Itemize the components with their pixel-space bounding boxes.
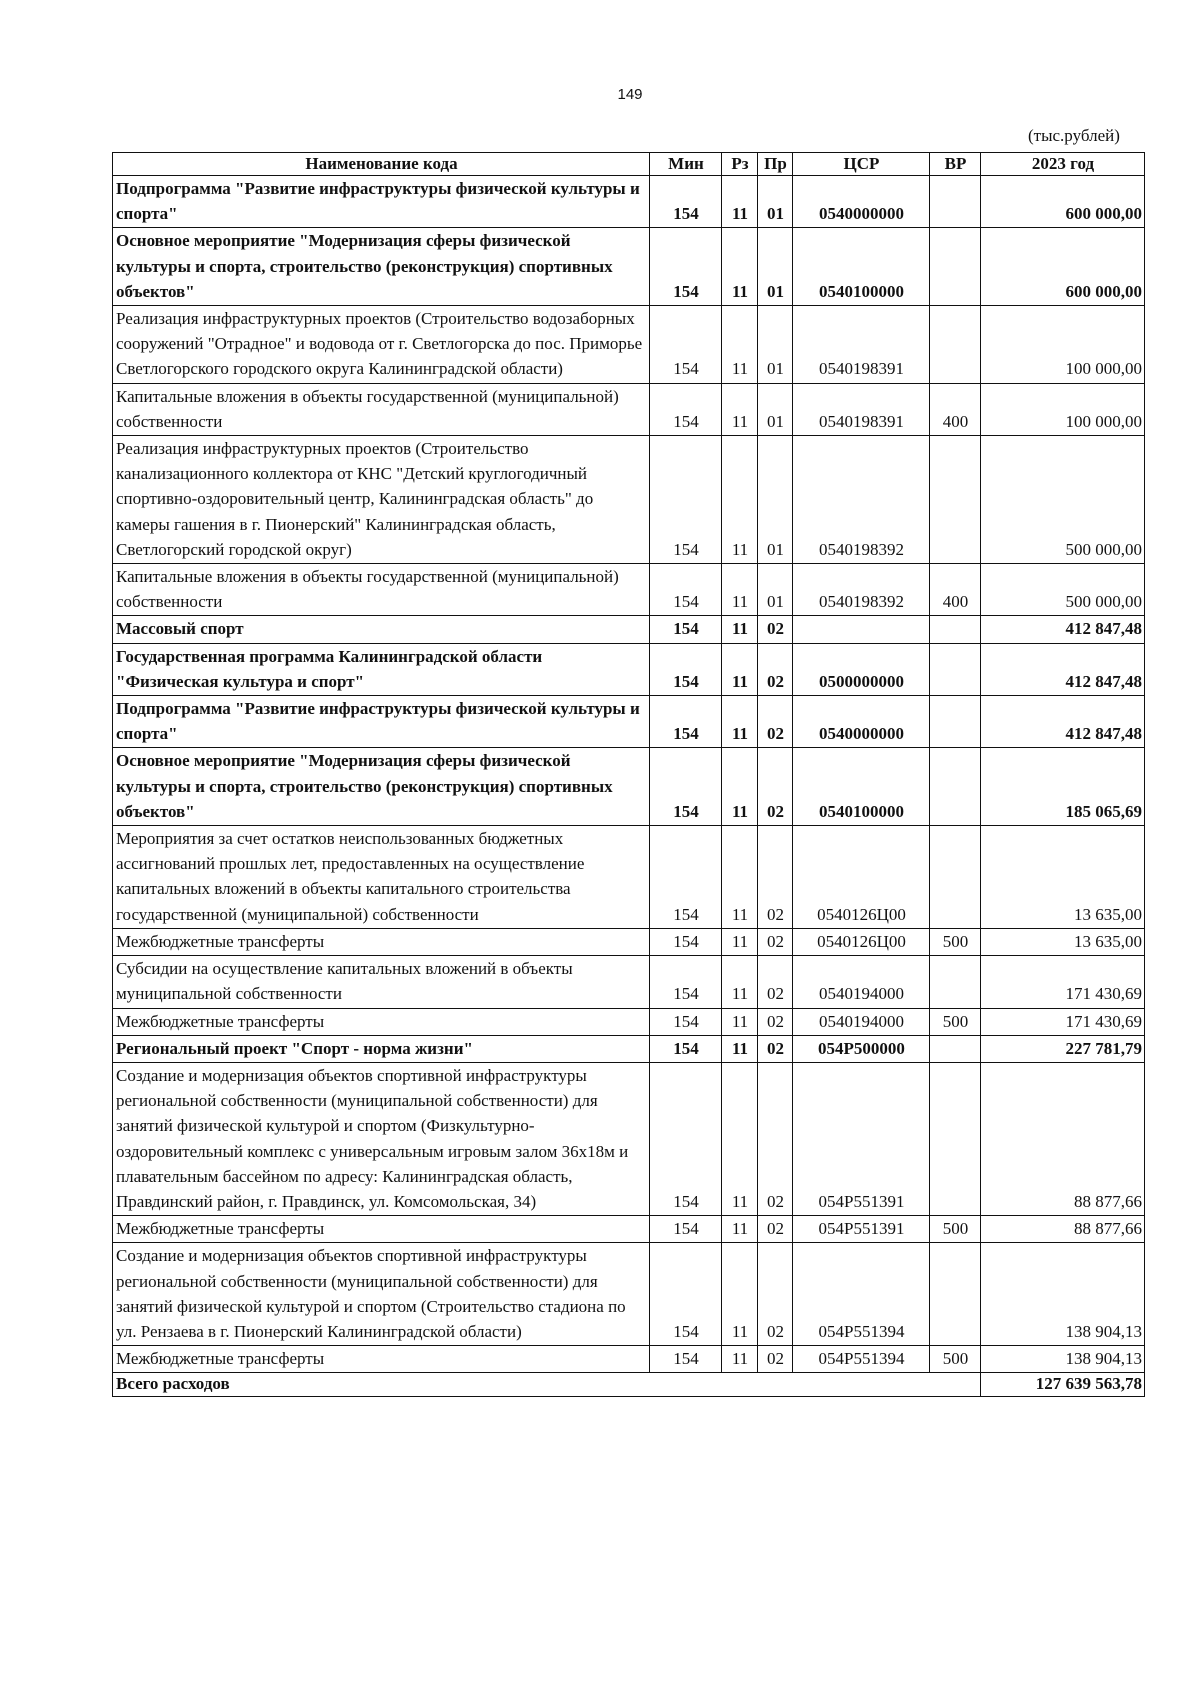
table-row: [113, 1008, 1145, 1035]
cell-name: Капитальные вложения в объекты государственной (муниципальной) собственности: [113, 383, 650, 435]
cell-name: Подпрограмма "Развитие инфраструктуры физической культуры и спорта": [113, 696, 650, 748]
page-number: 149: [617, 86, 643, 103]
cell-rz: 11: [722, 1035, 758, 1062]
cell-csr: 0540198391: [793, 383, 930, 435]
cell-rz: 11: [722, 1216, 758, 1243]
cell-name: Капитальные вложения в объекты государственной (муниципальной) собственности: [113, 564, 650, 616]
table-row: [113, 564, 1145, 616]
cell-rz: 11: [722, 748, 758, 826]
cell-csr: 0500000000: [793, 643, 930, 695]
cell-rz: 11: [722, 436, 758, 564]
cell-rz: 11: [722, 176, 758, 228]
cell-vr: 400: [930, 383, 981, 435]
col-header-rz: Рз: [722, 153, 758, 176]
cell-sum: 100 000,00: [981, 383, 1145, 435]
cell-sum: 88 877,66: [981, 1062, 1145, 1215]
cell-vr: [930, 228, 981, 306]
cell-vr: [930, 1243, 981, 1346]
cell-sum: 500 000,00: [981, 564, 1145, 616]
cell-rz: 11: [722, 956, 758, 1008]
table-row: [113, 436, 1145, 564]
cell-csr: 054P551394: [793, 1243, 930, 1346]
cell-min: 154: [650, 928, 722, 955]
cell-pr: 02: [758, 928, 793, 955]
cell-min: 154: [650, 1008, 722, 1035]
units-label: (тыс.рублей): [1028, 126, 1120, 145]
cell-min: 154: [650, 436, 722, 564]
cell-pr: 02: [758, 1346, 793, 1373]
cell-min: 154: [650, 956, 722, 1008]
total-row: [113, 1373, 1145, 1397]
table-row: [113, 306, 1145, 384]
total-label: Всего расходов: [113, 1373, 981, 1397]
cell-csr: 0540194000: [793, 1008, 930, 1035]
cell-rz: 11: [722, 228, 758, 306]
cell-sum: 138 904,13: [981, 1243, 1145, 1346]
cell-csr: 0540126Ц00: [793, 826, 930, 929]
cell-min: 154: [650, 1035, 722, 1062]
cell-csr: 0540100000: [793, 228, 930, 306]
cell-min: 154: [650, 383, 722, 435]
cell-name: Массовый спорт: [113, 616, 650, 643]
table-row: [113, 748, 1145, 826]
cell-min: 154: [650, 643, 722, 695]
cell-name: Межбюджетные трансферты: [113, 928, 650, 955]
cell-min: 154: [650, 1216, 722, 1243]
cell-name: Субсидии на осуществление капитальных вложений в объекты муниципальной собственности: [113, 956, 650, 1008]
cell-pr: 01: [758, 176, 793, 228]
cell-min: 154: [650, 826, 722, 929]
cell-vr: [930, 643, 981, 695]
cell-csr: 0540000000: [793, 176, 930, 228]
table-row: [113, 616, 1145, 643]
col-header-year: 2023 год: [981, 153, 1145, 176]
cell-csr: 054P500000: [793, 1035, 930, 1062]
cell-sum: 100 000,00: [981, 306, 1145, 384]
cell-vr: 500: [930, 1008, 981, 1035]
table-row: [113, 928, 1145, 955]
cell-name: Создание и модернизация объектов спортивной инфраструктуры региональной собственности (муниципальной собственности) для занятий физической культурой и спортом (Физкультурно-оздоровительный комплекс с универсальным игровым залом 36х18м и плавательным бассейном по адресу: Калининградская область, Правдинский район, г. Правдинск, ул. Комсомольская, 34): [113, 1062, 650, 1215]
cell-min: 154: [650, 176, 722, 228]
cell-min: 154: [650, 696, 722, 748]
cell-rz: 11: [722, 928, 758, 955]
cell-vr: 500: [930, 1216, 981, 1243]
table-row: [113, 1062, 1145, 1215]
cell-csr: 0540198392: [793, 436, 930, 564]
cell-min: 154: [650, 1062, 722, 1215]
cell-vr: 400: [930, 564, 981, 616]
cell-sum: 500 000,00: [981, 436, 1145, 564]
col-header-min: Мин: [650, 153, 722, 176]
cell-name: Государственная программа Калининградской области "Физическая культура и спорт": [113, 643, 650, 695]
cell-vr: [930, 1035, 981, 1062]
table-row: [113, 1035, 1145, 1062]
cell-csr: 0540198392: [793, 564, 930, 616]
cell-vr: [930, 826, 981, 929]
col-header-pr: Пр: [758, 153, 793, 176]
cell-pr: 01: [758, 306, 793, 384]
table-row: [113, 826, 1145, 929]
cell-sum: 600 000,00: [981, 228, 1145, 306]
cell-pr: 02: [758, 1216, 793, 1243]
cell-sum: 138 904,13: [981, 1346, 1145, 1373]
col-header-csr: ЦСР: [793, 153, 930, 176]
cell-min: 154: [650, 564, 722, 616]
cell-rz: 11: [722, 383, 758, 435]
cell-sum: 412 847,48: [981, 696, 1145, 748]
table-body: [113, 176, 1145, 1373]
cell-pr: 02: [758, 956, 793, 1008]
cell-vr: [930, 956, 981, 1008]
table-row: [113, 383, 1145, 435]
cell-rz: 11: [722, 1243, 758, 1346]
cell-rz: 11: [722, 1346, 758, 1373]
cell-name: Основное мероприятие "Модернизация сферы физической культуры и спорта, строительство (реконструкция) спортивных объектов": [113, 748, 650, 826]
cell-csr: 0540198391: [793, 306, 930, 384]
cell-pr: 02: [758, 826, 793, 929]
cell-sum: 13 635,00: [981, 826, 1145, 929]
cell-sum: 412 847,48: [981, 643, 1145, 695]
cell-csr: 0540100000: [793, 748, 930, 826]
cell-pr: 02: [758, 1035, 793, 1062]
cell-min: 154: [650, 616, 722, 643]
cell-pr: 02: [758, 748, 793, 826]
cell-name: Реализация инфраструктурных проектов (Строительство канализационного коллектора от КНС "Детский круглогодичный спортивно-оздоровительный центр, Калининградская область" до камеры гашения в г. Пионерский" Калининградская область, Светлогорский городской округ): [113, 436, 650, 564]
table-row: [113, 956, 1145, 1008]
cell-vr: [930, 436, 981, 564]
table-row: [113, 696, 1145, 748]
cell-csr: 0540000000: [793, 696, 930, 748]
table-row: [113, 1346, 1145, 1373]
cell-csr: 0540126Ц00: [793, 928, 930, 955]
cell-pr: 02: [758, 1243, 793, 1346]
cell-name: Основное мероприятие "Модернизация сферы физической культуры и спорта, строительство (реконструкция) спортивных объектов": [113, 228, 650, 306]
cell-min: 154: [650, 748, 722, 826]
cell-pr: 02: [758, 616, 793, 643]
cell-vr: 500: [930, 928, 981, 955]
cell-min: 154: [650, 306, 722, 384]
cell-sum: 88 877,66: [981, 1216, 1145, 1243]
cell-sum: 185 065,69: [981, 748, 1145, 826]
cell-rz: 11: [722, 1062, 758, 1215]
cell-vr: [930, 616, 981, 643]
cell-csr: 0540194000: [793, 956, 930, 1008]
cell-name: Межбюджетные трансферты: [113, 1346, 650, 1373]
table-row: [113, 1216, 1145, 1243]
cell-vr: [930, 696, 981, 748]
cell-sum: 13 635,00: [981, 928, 1145, 955]
cell-sum: 412 847,48: [981, 616, 1145, 643]
cell-pr: 02: [758, 643, 793, 695]
cell-sum: 171 430,69: [981, 956, 1145, 1008]
cell-min: 154: [650, 1243, 722, 1346]
cell-min: 154: [650, 1346, 722, 1373]
col-header-name: Наименование кода: [113, 153, 650, 176]
cell-pr: 02: [758, 1062, 793, 1215]
total-sum: 127 639 563,78: [981, 1373, 1145, 1397]
cell-sum: 171 430,69: [981, 1008, 1145, 1035]
cell-pr: 01: [758, 564, 793, 616]
cell-name: Реализация инфраструктурных проектов (Строительство водозаборных сооружений "Отрадное" и водовода от г. Светлогорска до пос. Приморье Светлогорского городского округа Калининградской области): [113, 306, 650, 384]
cell-vr: [930, 306, 981, 384]
cell-rz: 11: [722, 643, 758, 695]
cell-csr: [793, 616, 930, 643]
cell-csr: 054P551391: [793, 1062, 930, 1215]
cell-pr: 02: [758, 1008, 793, 1035]
cell-vr: [930, 176, 981, 228]
cell-pr: 02: [758, 696, 793, 748]
cell-pr: 01: [758, 436, 793, 564]
cell-rz: 11: [722, 826, 758, 929]
cell-csr: 054P551391: [793, 1216, 930, 1243]
cell-rz: 11: [722, 1008, 758, 1035]
cell-name: Межбюджетные трансферты: [113, 1216, 650, 1243]
budget-table: [112, 152, 1145, 1397]
table-row: [113, 176, 1145, 228]
cell-rz: 11: [722, 616, 758, 643]
cell-sum: 227 781,79: [981, 1035, 1145, 1062]
cell-rz: 11: [722, 306, 758, 384]
cell-min: 154: [650, 228, 722, 306]
cell-name: Региональный проект "Спорт - норма жизни": [113, 1035, 650, 1062]
cell-name: Создание и модернизация объектов спортивной инфраструктуры региональной собственности (муниципальной собственности) для занятий физической культурой и спортом (Строительство стадиона по ул. Рензаева в г. Пионерский Калининградской области): [113, 1243, 650, 1346]
cell-sum: 600 000,00: [981, 176, 1145, 228]
cell-name: Мероприятия за счет остатков неиспользованных бюджетных ассигнований прошлых лет, предоставленных на осуществление капитальных вложений в объекты капитального строительства государственной (муниципальной) собственности: [113, 826, 650, 929]
cell-rz: 11: [722, 696, 758, 748]
table-row: [113, 1243, 1145, 1346]
table-header-row: [113, 153, 1145, 176]
cell-name: Подпрограмма "Развитие инфраструктуры физической культуры и спорта": [113, 176, 650, 228]
cell-pr: 01: [758, 383, 793, 435]
cell-rz: 11: [722, 564, 758, 616]
cell-csr: 054P551394: [793, 1346, 930, 1373]
cell-vr: 500: [930, 1346, 981, 1373]
cell-vr: [930, 748, 981, 826]
table-row: [113, 228, 1145, 306]
col-header-vr: ВР: [930, 153, 981, 176]
cell-vr: [930, 1062, 981, 1215]
cell-name: Межбюджетные трансферты: [113, 1008, 650, 1035]
table-row: [113, 643, 1145, 695]
cell-pr: 01: [758, 228, 793, 306]
